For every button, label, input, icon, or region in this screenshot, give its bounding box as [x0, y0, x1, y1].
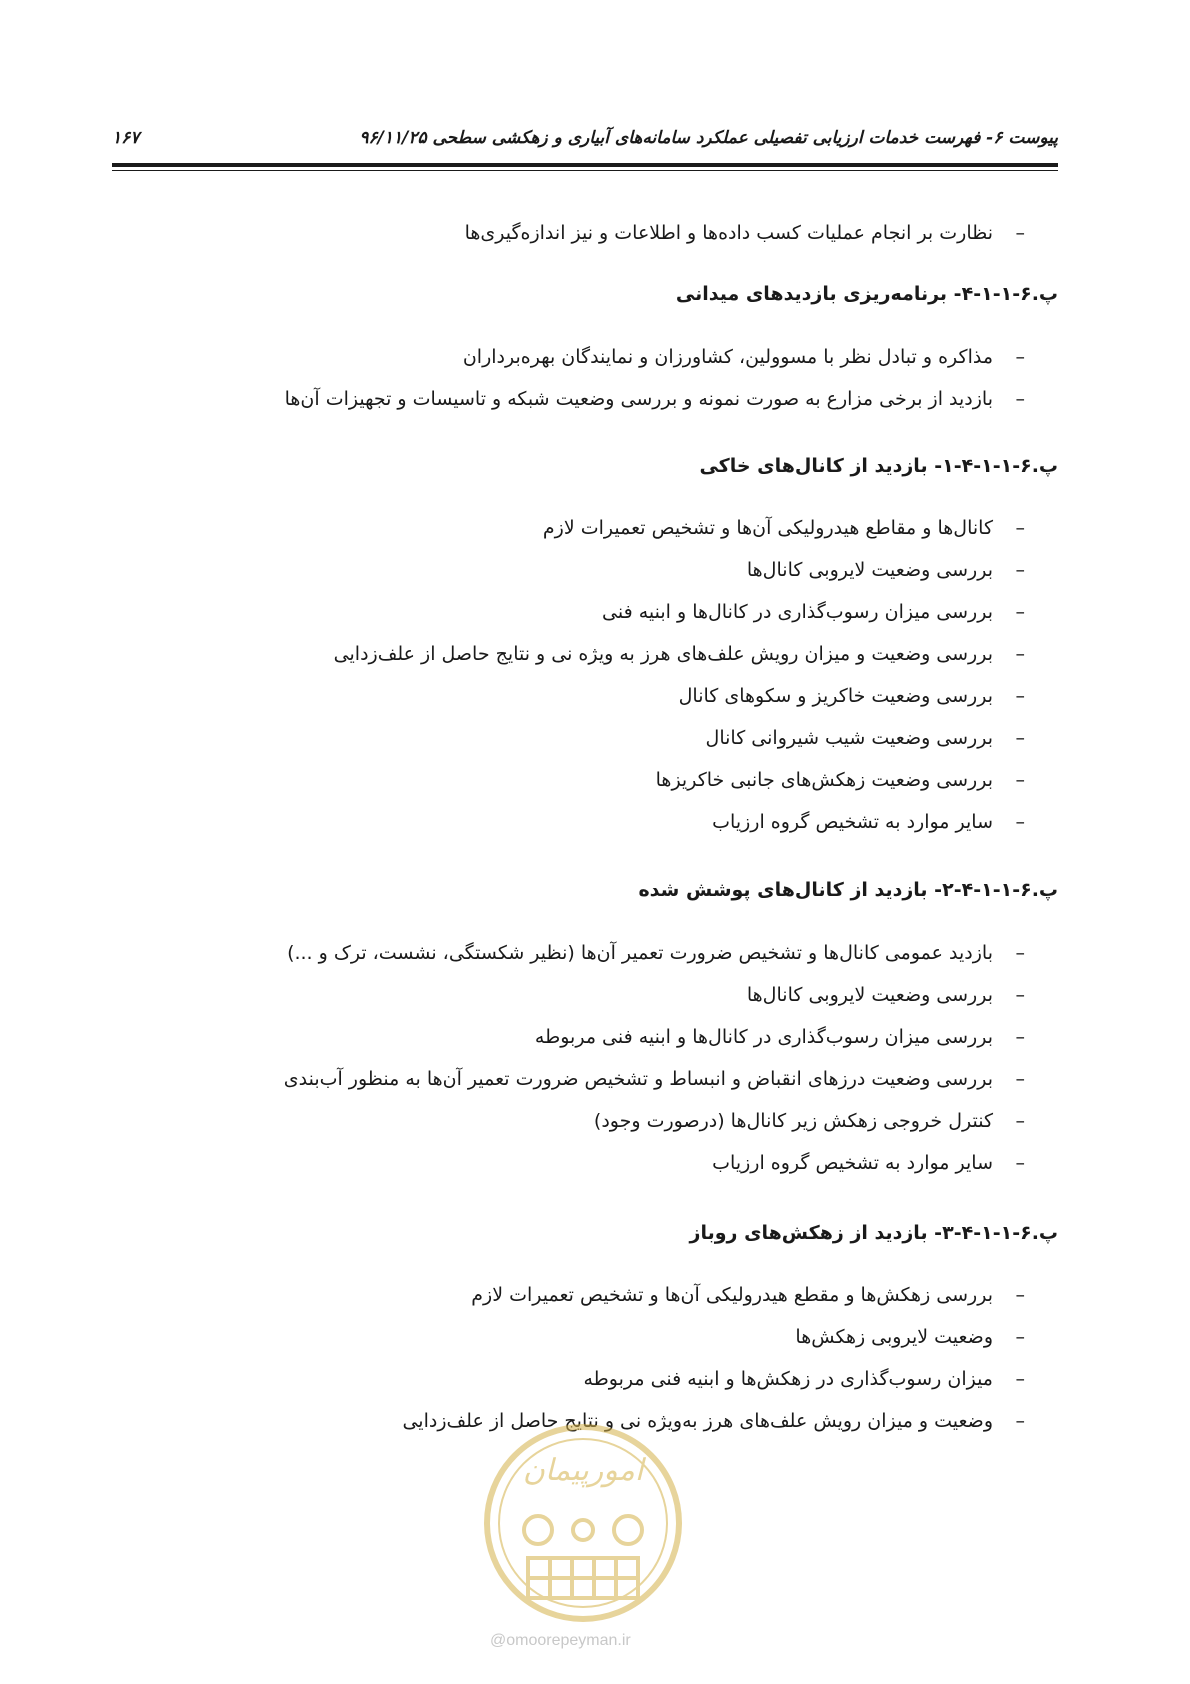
- list-item: [284, 1100, 1025, 1142]
- list-item-text: بازدید عمومی کانال‌ها و تشخیص ضرورت تعمیر آن‌ها (نظیر شکستگی، نشست، ترک و ...): [287, 942, 993, 964]
- bullet-list-open-drains: [402, 1274, 1025, 1442]
- bullet-dash: –: [1015, 346, 1025, 368]
- list-item-text: کنترل خروجی زهکش زیر کانال‌ها (درصورت وجود): [593, 1110, 993, 1132]
- bullet-dash: –: [1015, 517, 1025, 539]
- list-item: [402, 1316, 1025, 1358]
- list-item: [402, 1358, 1025, 1400]
- section-heading: پ.۶-۱-۱-۴- برنامه‌ریزی بازدیدهای میدانی: [675, 283, 1058, 305]
- bullet-dash: –: [1015, 222, 1025, 244]
- list-item-text: بررسی وضعیت شیب شیروانی کانال: [705, 727, 993, 749]
- list-item: [284, 1058, 1025, 1100]
- bullet-dash: –: [1015, 1326, 1025, 1348]
- bullet-dash: –: [1015, 1368, 1025, 1390]
- bullet-dash: –: [1015, 1410, 1025, 1432]
- list-item: [284, 974, 1025, 1016]
- list-item-text: مذاکره و تبادل نظر با مسوولین، کشاورزان و نمایندگان بهره‌برداران: [462, 346, 993, 368]
- list-item-text: بررسی وضعیت درزهای انقباض و انبساط و تشخیص ضرورت تعمیر آن‌ها به منظور آب‌بندی: [283, 1068, 993, 1090]
- list-item-text: بررسی زهکش‌ها و مقطع هیدرولیکی آن‌ها و تشخیص تعمیرات لازم: [471, 1284, 993, 1306]
- section-heading: پ.۶-۱-۱-۴-۲- بازدید از کانال‌های پوشش شده: [638, 879, 1058, 901]
- list-item: [334, 801, 1025, 843]
- list-item: [284, 932, 1025, 974]
- bullet-dash: –: [1015, 811, 1025, 833]
- bullet-dash: –: [1015, 685, 1025, 707]
- bullet-dash: –: [1015, 1284, 1025, 1306]
- list-item-text: بررسی وضعیت لایروبی کانال‌ها: [746, 984, 993, 1006]
- header-rule-thin: [112, 170, 1058, 171]
- bullet-dash: –: [1015, 1068, 1025, 1090]
- list-item-text: بررسی وضعیت لایروبی کانال‌ها: [746, 559, 993, 581]
- page-number: ۱۶۷: [112, 128, 140, 148]
- list-item-text: بازدید از برخی مزارع به صورت نمونه و بررسی وضعیت شبکه و تاسیسات و تجهیزات آن‌ها: [284, 388, 993, 410]
- list-item-text: کانال‌ها و مقاطع هیدرولیکی آن‌ها و تشخیص تعمیرات لازم: [542, 517, 993, 539]
- header-title: پیوست ۶- فهرست خدمات ارزیابی تفصیلی عملکرد سامانه‌های آبیاری و زهکشی سطحی ۹۶/۱۱/۲۵: [359, 128, 1058, 148]
- header-rule-thick: [112, 163, 1058, 167]
- list-item: [334, 507, 1025, 549]
- section-heading: پ.۶-۱-۱-۴-۱- بازدید از کانال‌های خاکی: [699, 455, 1058, 477]
- list-item: [334, 717, 1025, 759]
- bullet-dash: –: [1015, 601, 1025, 623]
- watermark-url: @omoorepeyman.ir: [490, 1632, 631, 1649]
- bullet-dash: –: [1015, 643, 1025, 665]
- bullet-list-field-visits: [285, 336, 1025, 420]
- list-item: [285, 378, 1025, 420]
- bullet-dash: –: [1015, 1152, 1025, 1174]
- bullet-dash: –: [1015, 727, 1025, 749]
- list-item: [402, 1274, 1025, 1316]
- list-item-text: وضعیت لایروبی زهکش‌ها: [795, 1326, 993, 1348]
- list-item-text: بررسی وضعیت خاکریز و سکوهای کانال: [678, 685, 993, 707]
- list-item-text: سایر موارد به تشخیص گروه ارزیاب: [712, 1152, 993, 1174]
- bullet-dash: –: [1015, 559, 1025, 581]
- list-item-text: بررسی وضعیت زهکش‌های جانبی خاکریزها: [655, 769, 993, 791]
- list-item-text: سایر موارد به تشخیص گروه ارزیاب: [712, 811, 993, 833]
- page-header: [112, 128, 1058, 156]
- watermark-url-text: omoorepeyman.ir: [506, 1632, 631, 1649]
- list-item: [334, 759, 1025, 801]
- list-item-text: بررسی میزان رسوب‌گذاری در کانال‌ها و ابنیه فنی مربوطه: [534, 1026, 993, 1048]
- list-item: [285, 336, 1025, 378]
- list-item-text: نظارت بر انجام عملیات کسب داده‌ها و اطلاعات و نیز اندازه‌گیری‌ها: [464, 222, 993, 244]
- bullet-dash: –: [1015, 769, 1025, 791]
- list-item: [334, 675, 1025, 717]
- list-item: [334, 633, 1025, 675]
- list-item: [465, 212, 1025, 254]
- list-item: [334, 549, 1025, 591]
- list-item: [334, 591, 1025, 633]
- bullet-dash: –: [1015, 942, 1025, 964]
- bullet-list-earth-canals: [334, 507, 1025, 843]
- watermark-logo-icon: [478, 1418, 688, 1628]
- list-item-text: بررسی وضعیت و میزان رویش علف‌های هرز به ویژه نی و نتایج حاصل از علف‌زدایی: [333, 643, 993, 665]
- bullet-dash: –: [1015, 388, 1025, 410]
- bullet-list-intro: [465, 212, 1025, 254]
- list-item: [284, 1142, 1025, 1184]
- bullet-dash: –: [1015, 1110, 1025, 1132]
- list-item-text: وضعیت و میزان رویش علف‌های هرز به‌ویژه نی و نتایج حاصل از علف‌زدایی: [402, 1410, 993, 1432]
- bullet-dash: –: [1015, 984, 1025, 1006]
- list-item: [284, 1016, 1025, 1058]
- section-heading: پ.۶-۱-۱-۴-۳- بازدید از زهکش‌های روباز: [689, 1222, 1058, 1244]
- bullet-list-lined-canals: [284, 932, 1025, 1184]
- list-item-text: میزان رسوب‌گذاری در زهکش‌ها و ابنیه فنی مربوطه: [583, 1368, 993, 1390]
- bullet-dash: –: [1015, 1026, 1025, 1048]
- list-item-text: بررسی میزان رسوب‌گذاری در کانال‌ها و ابنیه فنی: [602, 601, 993, 623]
- watermark-logo-text: امورپیمان: [522, 1453, 644, 1488]
